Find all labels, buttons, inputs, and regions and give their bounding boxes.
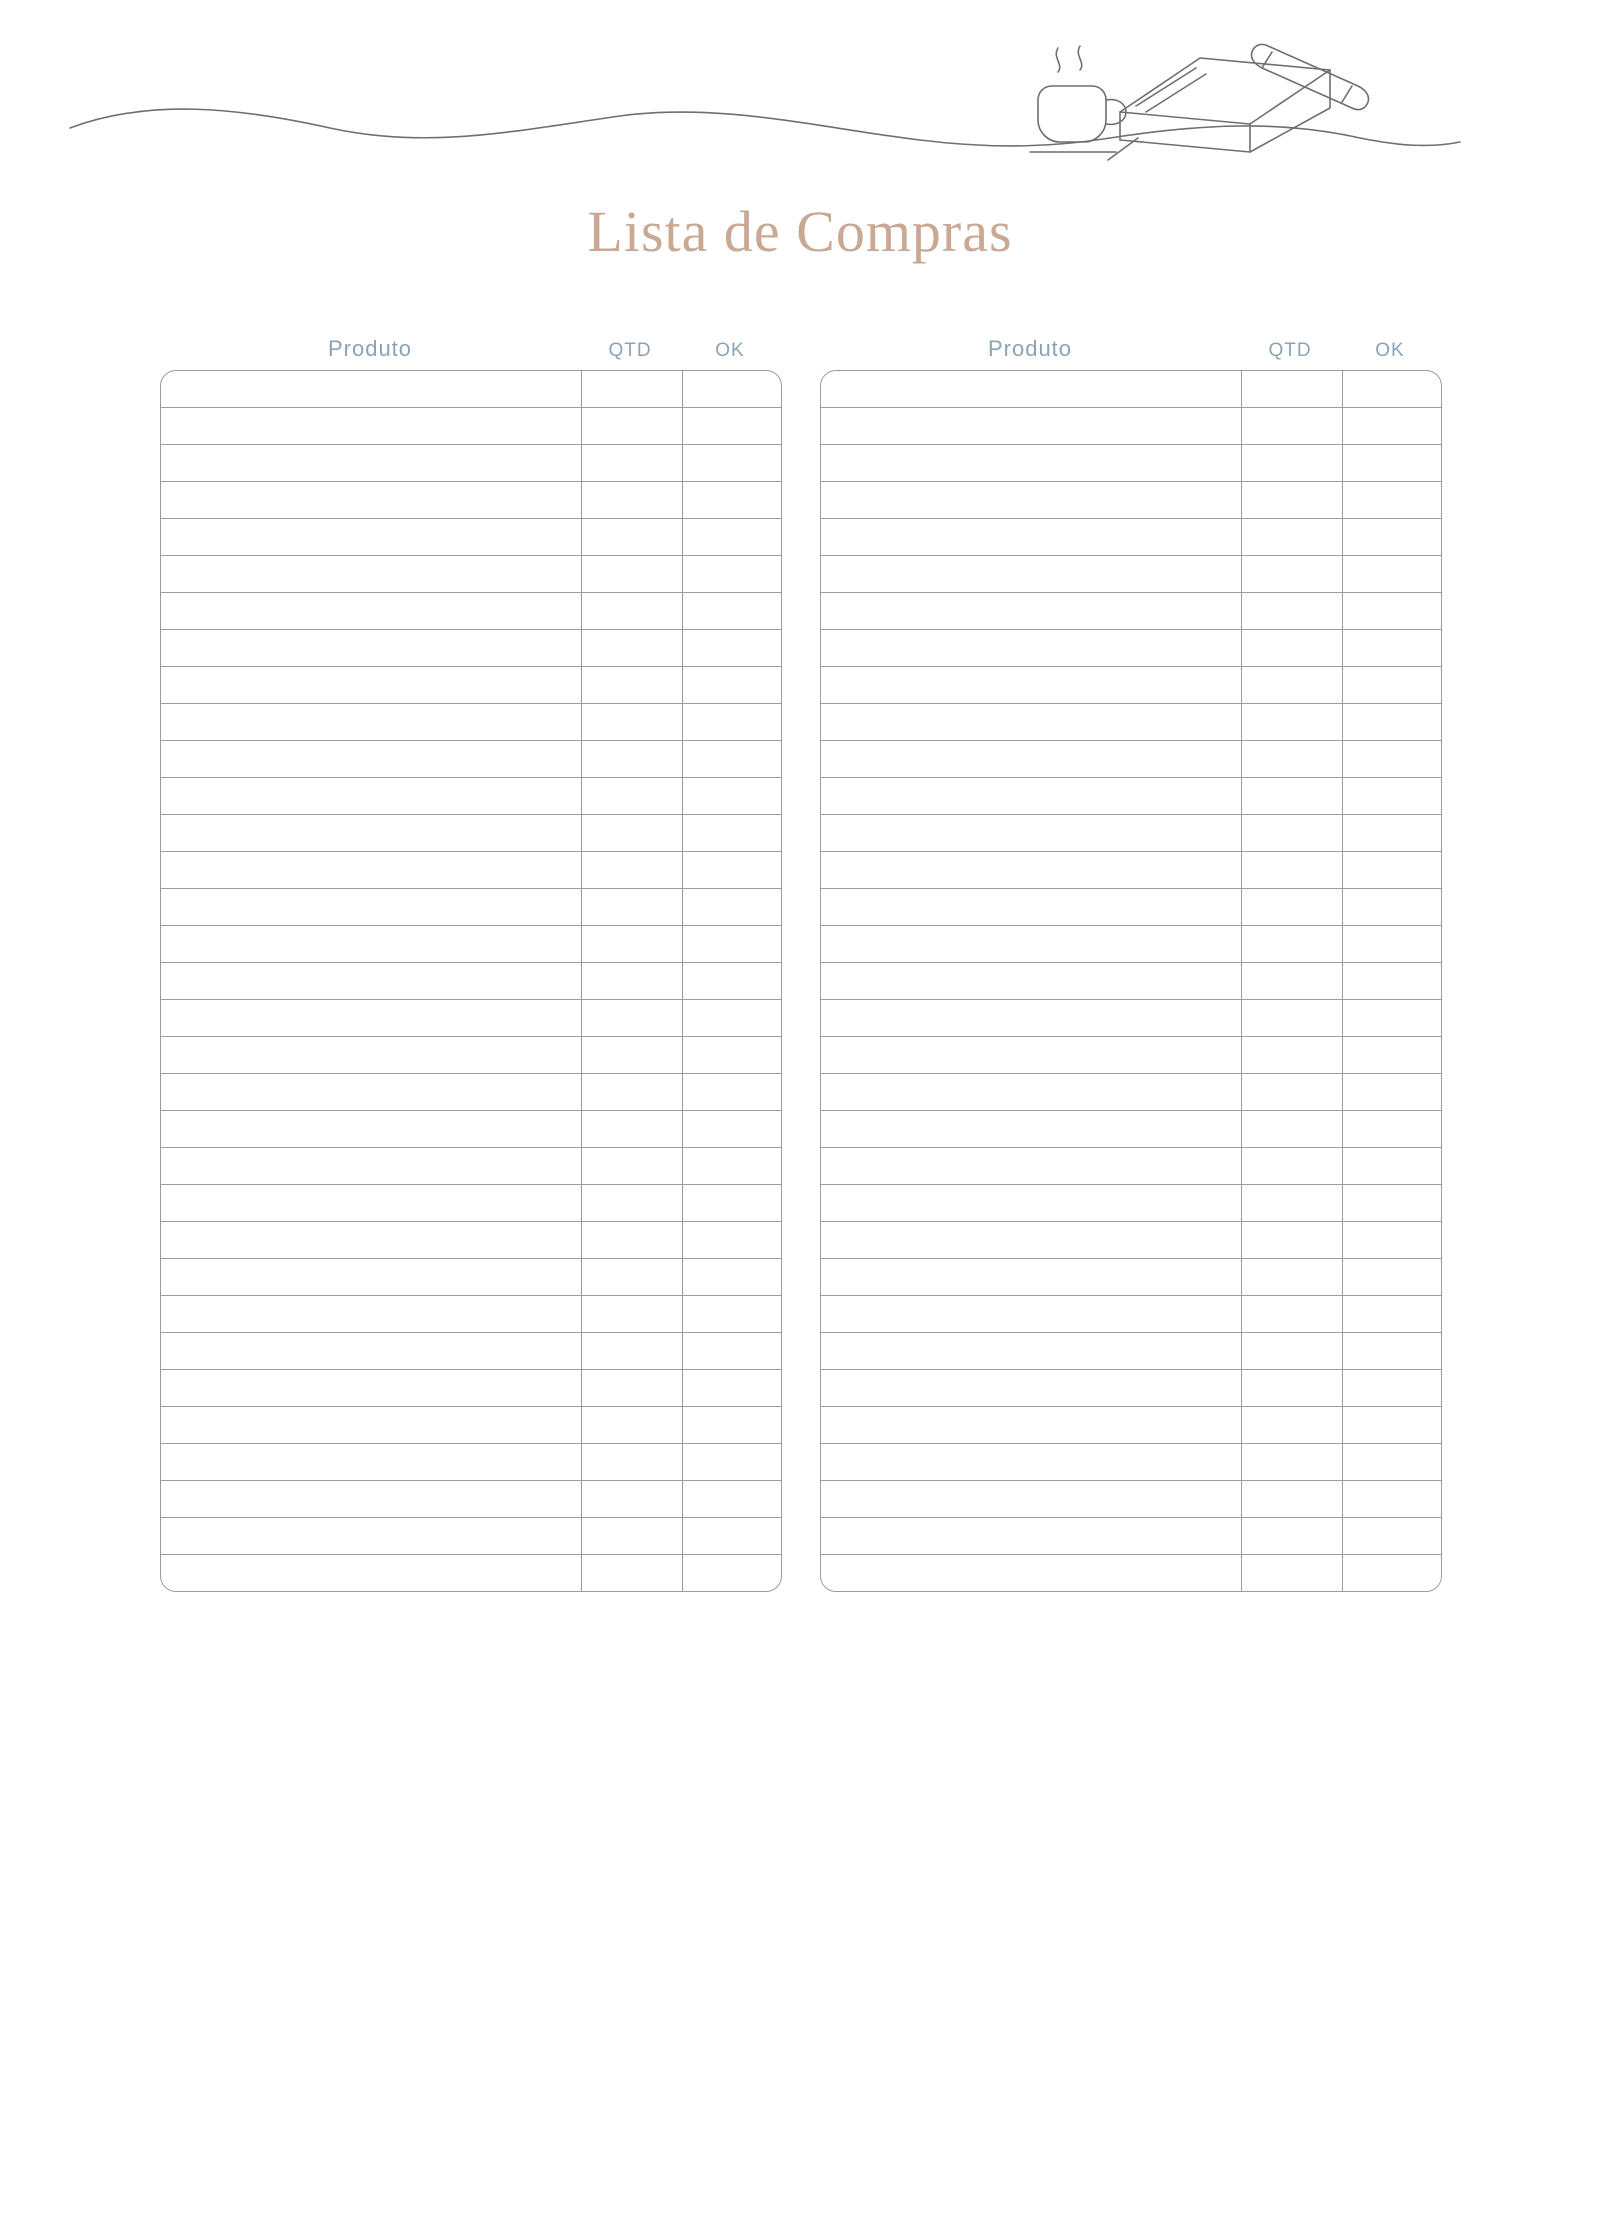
cell-ok-checkbox[interactable] (1343, 445, 1443, 482)
cell-ok-checkbox[interactable] (683, 889, 783, 926)
table-row (821, 1407, 1442, 1444)
cell-qtd[interactable] (1242, 1296, 1343, 1333)
cell-produto[interactable] (821, 889, 1242, 926)
table-row (161, 593, 782, 630)
cell-produto[interactable] (821, 1148, 1242, 1185)
cell-ok-checkbox[interactable] (683, 1074, 783, 1111)
coffee-cup-icon (1038, 86, 1106, 142)
cell-produto[interactable] (821, 852, 1242, 889)
table-row (161, 556, 782, 593)
cell-qtd[interactable] (1242, 1370, 1343, 1407)
cell-ok-checkbox[interactable] (1343, 963, 1443, 1000)
cell-produto[interactable] (161, 1111, 582, 1148)
cell-ok-checkbox[interactable] (683, 1185, 783, 1222)
list-table-left (161, 371, 782, 1591)
table-row (821, 889, 1442, 926)
cell-qtd[interactable] (582, 1148, 683, 1185)
cell-produto[interactable] (821, 926, 1242, 963)
cell-ok-checkbox[interactable] (1343, 1148, 1443, 1185)
cell-qtd[interactable] (582, 1037, 683, 1074)
cell-qtd[interactable] (1242, 815, 1343, 852)
cell-ok-checkbox[interactable] (683, 630, 783, 667)
cell-produto[interactable] (161, 371, 582, 408)
cell-qtd[interactable] (582, 1333, 683, 1370)
cell-ok-checkbox[interactable] (1343, 1555, 1443, 1592)
cell-qtd[interactable] (1242, 519, 1343, 556)
table-row (821, 445, 1442, 482)
page-title: Lista de Compras (587, 199, 1013, 264)
cell-produto[interactable] (161, 1222, 582, 1259)
table-row (161, 704, 782, 741)
cell-ok-checkbox[interactable] (1343, 741, 1443, 778)
cell-qtd[interactable] (582, 1518, 683, 1555)
table-row (821, 1111, 1442, 1148)
cell-ok-checkbox[interactable] (1343, 1222, 1443, 1259)
cell-qtd[interactable] (1242, 852, 1343, 889)
list-table-right (821, 371, 1442, 1591)
table-row (821, 1074, 1442, 1111)
cell-qtd[interactable] (582, 593, 683, 630)
table-row (821, 1185, 1442, 1222)
cell-qtd[interactable] (1242, 630, 1343, 667)
cell-ok-checkbox[interactable] (683, 1222, 783, 1259)
cell-produto[interactable] (161, 1555, 582, 1592)
cell-qtd[interactable] (1242, 1333, 1343, 1370)
cell-produto[interactable] (161, 1185, 582, 1222)
notebook-icon (1120, 58, 1330, 152)
column-headers-left (160, 326, 780, 362)
table-row (161, 741, 782, 778)
table-frame-left (160, 370, 782, 1592)
cell-qtd[interactable] (1242, 408, 1343, 445)
cell-produto[interactable] (821, 1370, 1242, 1407)
table-row (161, 778, 782, 815)
table-row (161, 630, 782, 667)
cell-qtd[interactable] (1242, 963, 1343, 1000)
cell-ok-checkbox[interactable] (683, 1148, 783, 1185)
cell-ok-checkbox[interactable] (683, 1333, 783, 1370)
cell-qtd[interactable] (1242, 1000, 1343, 1037)
table-row (161, 1259, 782, 1296)
cell-ok-checkbox[interactable] (683, 445, 783, 482)
table-row (161, 1222, 782, 1259)
cell-qtd[interactable] (582, 963, 683, 1000)
table-row (821, 1518, 1442, 1555)
table-row (821, 1333, 1442, 1370)
cell-qtd[interactable] (582, 1555, 683, 1592)
cell-produto[interactable] (161, 778, 582, 815)
cell-produto[interactable] (821, 556, 1242, 593)
cell-produto[interactable] (161, 1444, 582, 1481)
cell-qtd[interactable] (1242, 667, 1343, 704)
cell-ok-checkbox[interactable] (1343, 852, 1443, 889)
table-row (821, 482, 1442, 519)
table-row (161, 1074, 782, 1111)
cell-qtd[interactable] (1242, 1407, 1343, 1444)
table-row (821, 926, 1442, 963)
table-row (161, 519, 782, 556)
cell-produto[interactable] (161, 630, 582, 667)
cell-produto[interactable] (161, 667, 582, 704)
cell-produto[interactable] (821, 1222, 1242, 1259)
cell-qtd[interactable] (582, 1444, 683, 1481)
cell-ok-checkbox[interactable] (1343, 1037, 1443, 1074)
cell-qtd[interactable] (1242, 1111, 1343, 1148)
table-row (821, 593, 1442, 630)
list-column-right (820, 326, 1440, 1592)
cell-ok-checkbox[interactable] (683, 1370, 783, 1407)
table-row (161, 408, 782, 445)
table-row (821, 704, 1442, 741)
cell-qtd[interactable] (582, 1259, 683, 1296)
cell-ok-checkbox[interactable] (1343, 1000, 1443, 1037)
header-ok-right: OK (1375, 340, 1405, 361)
cell-qtd[interactable] (582, 1407, 683, 1444)
cell-produto[interactable] (821, 1037, 1242, 1074)
table-row (821, 556, 1442, 593)
cell-ok-checkbox[interactable] (1343, 1444, 1443, 1481)
cell-ok-checkbox[interactable] (683, 1259, 783, 1296)
cell-qtd[interactable] (582, 556, 683, 593)
table-row (161, 1333, 782, 1370)
cell-ok-checkbox[interactable] (683, 667, 783, 704)
cell-produto[interactable] (161, 963, 582, 1000)
cell-ok-checkbox[interactable] (683, 371, 783, 408)
table-row (161, 1555, 782, 1592)
cell-produto[interactable] (161, 408, 582, 445)
cell-ok-checkbox[interactable] (683, 408, 783, 445)
cell-produto[interactable] (821, 667, 1242, 704)
cell-ok-checkbox[interactable] (683, 482, 783, 519)
cell-qtd[interactable] (582, 1481, 683, 1518)
cell-qtd[interactable] (582, 630, 683, 667)
table-row (161, 482, 782, 519)
cell-ok-checkbox[interactable] (683, 963, 783, 1000)
cell-qtd[interactable] (582, 1296, 683, 1333)
cell-ok-checkbox[interactable] (1343, 704, 1443, 741)
table-row (161, 445, 782, 482)
table-row (821, 1555, 1442, 1592)
cell-qtd[interactable] (1242, 1148, 1343, 1185)
cell-produto[interactable] (161, 1296, 582, 1333)
cell-qtd[interactable] (582, 371, 683, 408)
cell-produto[interactable] (821, 1481, 1242, 1518)
cell-produto[interactable] (821, 1407, 1242, 1444)
cell-produto[interactable] (161, 1037, 582, 1074)
cell-produto[interactable] (821, 741, 1242, 778)
table-row (821, 519, 1442, 556)
cell-ok-checkbox[interactable] (683, 1111, 783, 1148)
cell-ok-checkbox[interactable] (683, 556, 783, 593)
cell-ok-checkbox[interactable] (1343, 1296, 1443, 1333)
table-row (821, 630, 1442, 667)
table-row (821, 371, 1442, 408)
cell-qtd[interactable] (1242, 1222, 1343, 1259)
table-row (161, 852, 782, 889)
header-ok-left: OK (715, 340, 745, 361)
cell-ok-checkbox[interactable] (683, 815, 783, 852)
cell-produto[interactable] (821, 1296, 1242, 1333)
cell-produto[interactable] (821, 1111, 1242, 1148)
cell-ok-checkbox[interactable] (1343, 630, 1443, 667)
cell-ok-checkbox[interactable] (683, 778, 783, 815)
header-qtd-left: QTD (608, 340, 652, 361)
cell-ok-checkbox[interactable] (683, 1481, 783, 1518)
shopping-list-sheet (160, 326, 1440, 1592)
table-row (161, 1185, 782, 1222)
cell-qtd[interactable] (1242, 1444, 1343, 1481)
cell-produto[interactable] (161, 1481, 582, 1518)
cell-produto[interactable] (821, 408, 1242, 445)
table-row (161, 1518, 782, 1555)
table-row (161, 1370, 782, 1407)
cell-produto[interactable] (821, 371, 1242, 408)
cell-ok-checkbox[interactable] (683, 1000, 783, 1037)
cell-qtd[interactable] (582, 1000, 683, 1037)
table-row (821, 741, 1442, 778)
cell-produto[interactable] (821, 815, 1242, 852)
cell-produto[interactable] (821, 1444, 1242, 1481)
cell-ok-checkbox[interactable] (1343, 593, 1443, 630)
cell-produto[interactable] (821, 482, 1242, 519)
cell-qtd[interactable] (582, 408, 683, 445)
cell-ok-checkbox[interactable] (683, 1518, 783, 1555)
cell-ok-checkbox[interactable] (1343, 1185, 1443, 1222)
table-row (161, 815, 782, 852)
cell-ok-checkbox[interactable] (1343, 1481, 1443, 1518)
cell-produto[interactable] (161, 926, 582, 963)
cell-qtd[interactable] (582, 1222, 683, 1259)
cell-ok-checkbox[interactable] (1343, 1111, 1443, 1148)
cell-produto[interactable] (161, 556, 582, 593)
cell-qtd[interactable] (1242, 778, 1343, 815)
cell-produto[interactable] (161, 1074, 582, 1111)
cell-qtd[interactable] (1242, 704, 1343, 741)
cell-produto[interactable] (161, 1333, 582, 1370)
table-row (161, 963, 782, 1000)
cell-produto[interactable] (161, 889, 582, 926)
cell-ok-checkbox[interactable] (683, 704, 783, 741)
cell-ok-checkbox[interactable] (1343, 1407, 1443, 1444)
table-row (161, 1148, 782, 1185)
cell-ok-checkbox[interactable] (683, 593, 783, 630)
table-frame-right (820, 370, 1442, 1592)
cell-produto[interactable] (161, 519, 582, 556)
cell-qtd[interactable] (1242, 1074, 1343, 1111)
header-produto-left: Produto (327, 336, 413, 361)
cell-produto[interactable] (821, 1333, 1242, 1370)
cell-produto[interactable] (161, 1518, 582, 1555)
cell-produto[interactable] (161, 815, 582, 852)
cell-produto[interactable] (161, 1370, 582, 1407)
cell-produto[interactable] (821, 1259, 1242, 1296)
list-column-left (160, 326, 780, 1592)
cell-ok-checkbox[interactable] (1343, 667, 1443, 704)
cell-produto[interactable] (161, 482, 582, 519)
cell-produto[interactable] (161, 1259, 582, 1296)
table-row (161, 1111, 782, 1148)
table-row (821, 963, 1442, 1000)
cell-ok-checkbox[interactable] (1343, 408, 1443, 445)
cell-produto[interactable] (821, 1518, 1242, 1555)
cell-qtd[interactable] (1242, 371, 1343, 408)
table-row (161, 371, 782, 408)
table-row (161, 1481, 782, 1518)
cell-qtd[interactable] (582, 445, 683, 482)
table-row (161, 1444, 782, 1481)
cell-produto[interactable] (161, 852, 582, 889)
pen-icon (1251, 44, 1368, 109)
cell-ok-checkbox[interactable] (1343, 1370, 1443, 1407)
wave-line (70, 109, 1460, 146)
cell-qtd[interactable] (582, 1111, 683, 1148)
table-row (821, 667, 1442, 704)
cell-ok-checkbox[interactable] (683, 1037, 783, 1074)
cell-qtd[interactable] (582, 704, 683, 741)
table-row (161, 667, 782, 704)
table-row (161, 1037, 782, 1074)
column-headers-right (820, 326, 1440, 362)
cell-ok-checkbox[interactable] (683, 1296, 783, 1333)
cell-produto[interactable] (821, 778, 1242, 815)
cell-produto[interactable] (821, 1000, 1242, 1037)
table-row (821, 1259, 1442, 1296)
steam-icon (1056, 48, 1059, 72)
cell-qtd[interactable] (582, 667, 683, 704)
pencil-icon (1108, 138, 1138, 160)
table-row (821, 815, 1442, 852)
table-row (821, 1481, 1442, 1518)
table-row (821, 778, 1442, 815)
cell-qtd[interactable] (582, 926, 683, 963)
cell-qtd[interactable] (582, 519, 683, 556)
cell-produto[interactable] (821, 593, 1242, 630)
cell-qtd[interactable] (1242, 1185, 1343, 1222)
cell-ok-checkbox[interactable] (1343, 815, 1443, 852)
table-row (161, 1000, 782, 1037)
header-qtd-right: QTD (1268, 340, 1312, 361)
cell-qtd[interactable] (1242, 1518, 1343, 1555)
cell-ok-checkbox[interactable] (1343, 556, 1443, 593)
cell-qtd[interactable] (1242, 889, 1343, 926)
cell-qtd[interactable] (1242, 593, 1343, 630)
cell-qtd[interactable] (582, 852, 683, 889)
table-row (161, 1296, 782, 1333)
cell-ok-checkbox[interactable] (683, 926, 783, 963)
cell-ok-checkbox[interactable] (1343, 926, 1443, 963)
cell-ok-checkbox[interactable] (1343, 519, 1443, 556)
cell-qtd[interactable] (1242, 482, 1343, 519)
cell-ok-checkbox[interactable] (1343, 1259, 1443, 1296)
cell-ok-checkbox[interactable] (1343, 1518, 1443, 1555)
cell-qtd[interactable] (1242, 445, 1343, 482)
cell-produto[interactable] (161, 1148, 582, 1185)
cell-ok-checkbox[interactable] (1343, 778, 1443, 815)
cell-produto[interactable] (161, 1000, 582, 1037)
cell-ok-checkbox[interactable] (1343, 889, 1443, 926)
table-row (821, 408, 1442, 445)
table-row (161, 889, 782, 926)
table-row (821, 852, 1442, 889)
table-row (821, 1148, 1442, 1185)
table-row (161, 926, 782, 963)
cell-qtd[interactable] (582, 1185, 683, 1222)
cell-qtd[interactable] (582, 482, 683, 519)
cell-ok-checkbox[interactable] (1343, 371, 1443, 408)
cell-produto[interactable] (161, 593, 582, 630)
cell-produto[interactable] (821, 630, 1242, 667)
table-row (821, 1296, 1442, 1333)
cell-qtd[interactable] (1242, 926, 1343, 963)
cell-produto[interactable] (821, 963, 1242, 1000)
cell-produto[interactable] (161, 445, 582, 482)
table-row (821, 1370, 1442, 1407)
cell-qtd[interactable] (1242, 1555, 1343, 1592)
cell-qtd[interactable] (1242, 1259, 1343, 1296)
cell-ok-checkbox[interactable] (683, 741, 783, 778)
cell-qtd[interactable] (1242, 556, 1343, 593)
cell-qtd[interactable] (582, 815, 683, 852)
cell-ok-checkbox[interactable] (1343, 1333, 1443, 1370)
cell-produto[interactable] (821, 1555, 1242, 1592)
cell-qtd[interactable] (1242, 1037, 1343, 1074)
table-row (821, 1037, 1442, 1074)
table-row (161, 1407, 782, 1444)
cell-qtd[interactable] (582, 741, 683, 778)
cell-ok-checkbox[interactable] (683, 1555, 783, 1592)
cell-qtd[interactable] (582, 778, 683, 815)
table-row (821, 1000, 1442, 1037)
cell-qtd[interactable] (582, 1074, 683, 1111)
cell-qtd[interactable] (1242, 1481, 1343, 1518)
table-row (821, 1444, 1442, 1481)
cell-ok-checkbox[interactable] (683, 519, 783, 556)
table-row (821, 1222, 1442, 1259)
cell-qtd[interactable] (1242, 741, 1343, 778)
cell-qtd[interactable] (582, 1370, 683, 1407)
cell-produto[interactable] (821, 704, 1242, 741)
cell-produto[interactable] (161, 741, 582, 778)
cell-produto[interactable] (821, 445, 1242, 482)
header-decoration (0, 0, 1600, 230)
cell-produto[interactable] (821, 1185, 1242, 1222)
header-produto-right: Produto (987, 336, 1073, 361)
cell-ok-checkbox[interactable] (683, 852, 783, 889)
cell-qtd[interactable] (582, 889, 683, 926)
cell-ok-checkbox[interactable] (1343, 1074, 1443, 1111)
cell-produto[interactable] (161, 1407, 582, 1444)
cell-produto[interactable] (821, 1074, 1242, 1111)
cell-ok-checkbox[interactable] (683, 1407, 783, 1444)
cell-produto[interactable] (821, 519, 1242, 556)
cell-ok-checkbox[interactable] (1343, 482, 1443, 519)
cell-ok-checkbox[interactable] (683, 1444, 783, 1481)
cell-produto[interactable] (161, 704, 582, 741)
